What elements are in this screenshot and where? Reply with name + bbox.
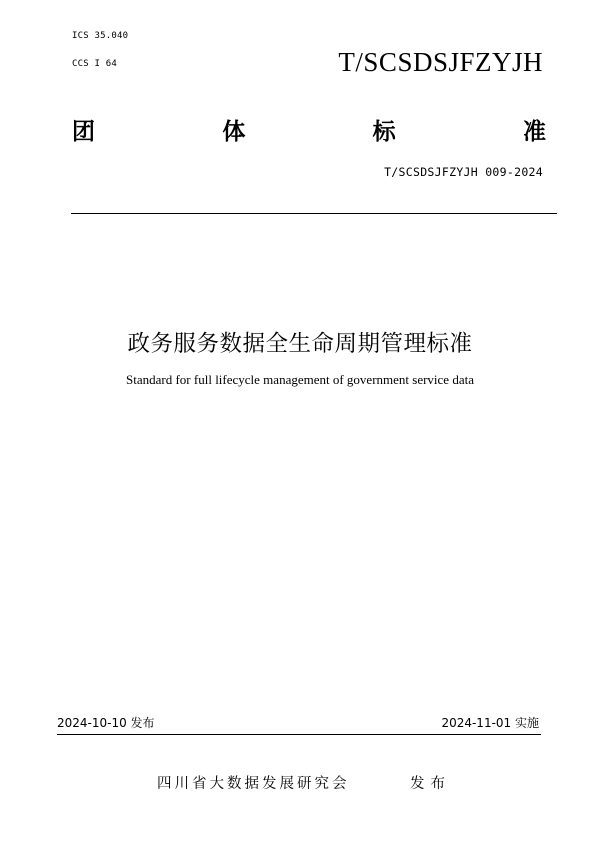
bottom-divider: [57, 734, 541, 735]
standard-type-char: 标: [372, 119, 396, 145]
issue-date: 2024-10-10 发布: [57, 716, 155, 730]
standard-type-char: 团: [72, 119, 95, 145]
ccs-code: CCS I 64: [72, 59, 117, 69]
title-english: Standard for full lifecycle management of government service data: [126, 372, 474, 387]
top-divider: [71, 213, 557, 214]
title-chinese: 政务服务数据全生命周期管理标准: [127, 331, 473, 357]
association-code: T/SCSDSJFZYJH: [338, 47, 543, 77]
standard-type-heading: [72, 113, 546, 146]
ics-code: ICS 35.040: [72, 31, 129, 41]
implementation-date: 2024-11-01 实施: [441, 716, 539, 730]
publish-label: 发布: [410, 776, 451, 792]
standard-type-char: 体: [222, 119, 246, 145]
standard-number: T/SCSDSJFZYJH 009-2024: [384, 165, 543, 179]
standard-type-char: 准: [522, 119, 546, 145]
publisher-name: 四川省大数据发展研究会: [157, 776, 350, 792]
